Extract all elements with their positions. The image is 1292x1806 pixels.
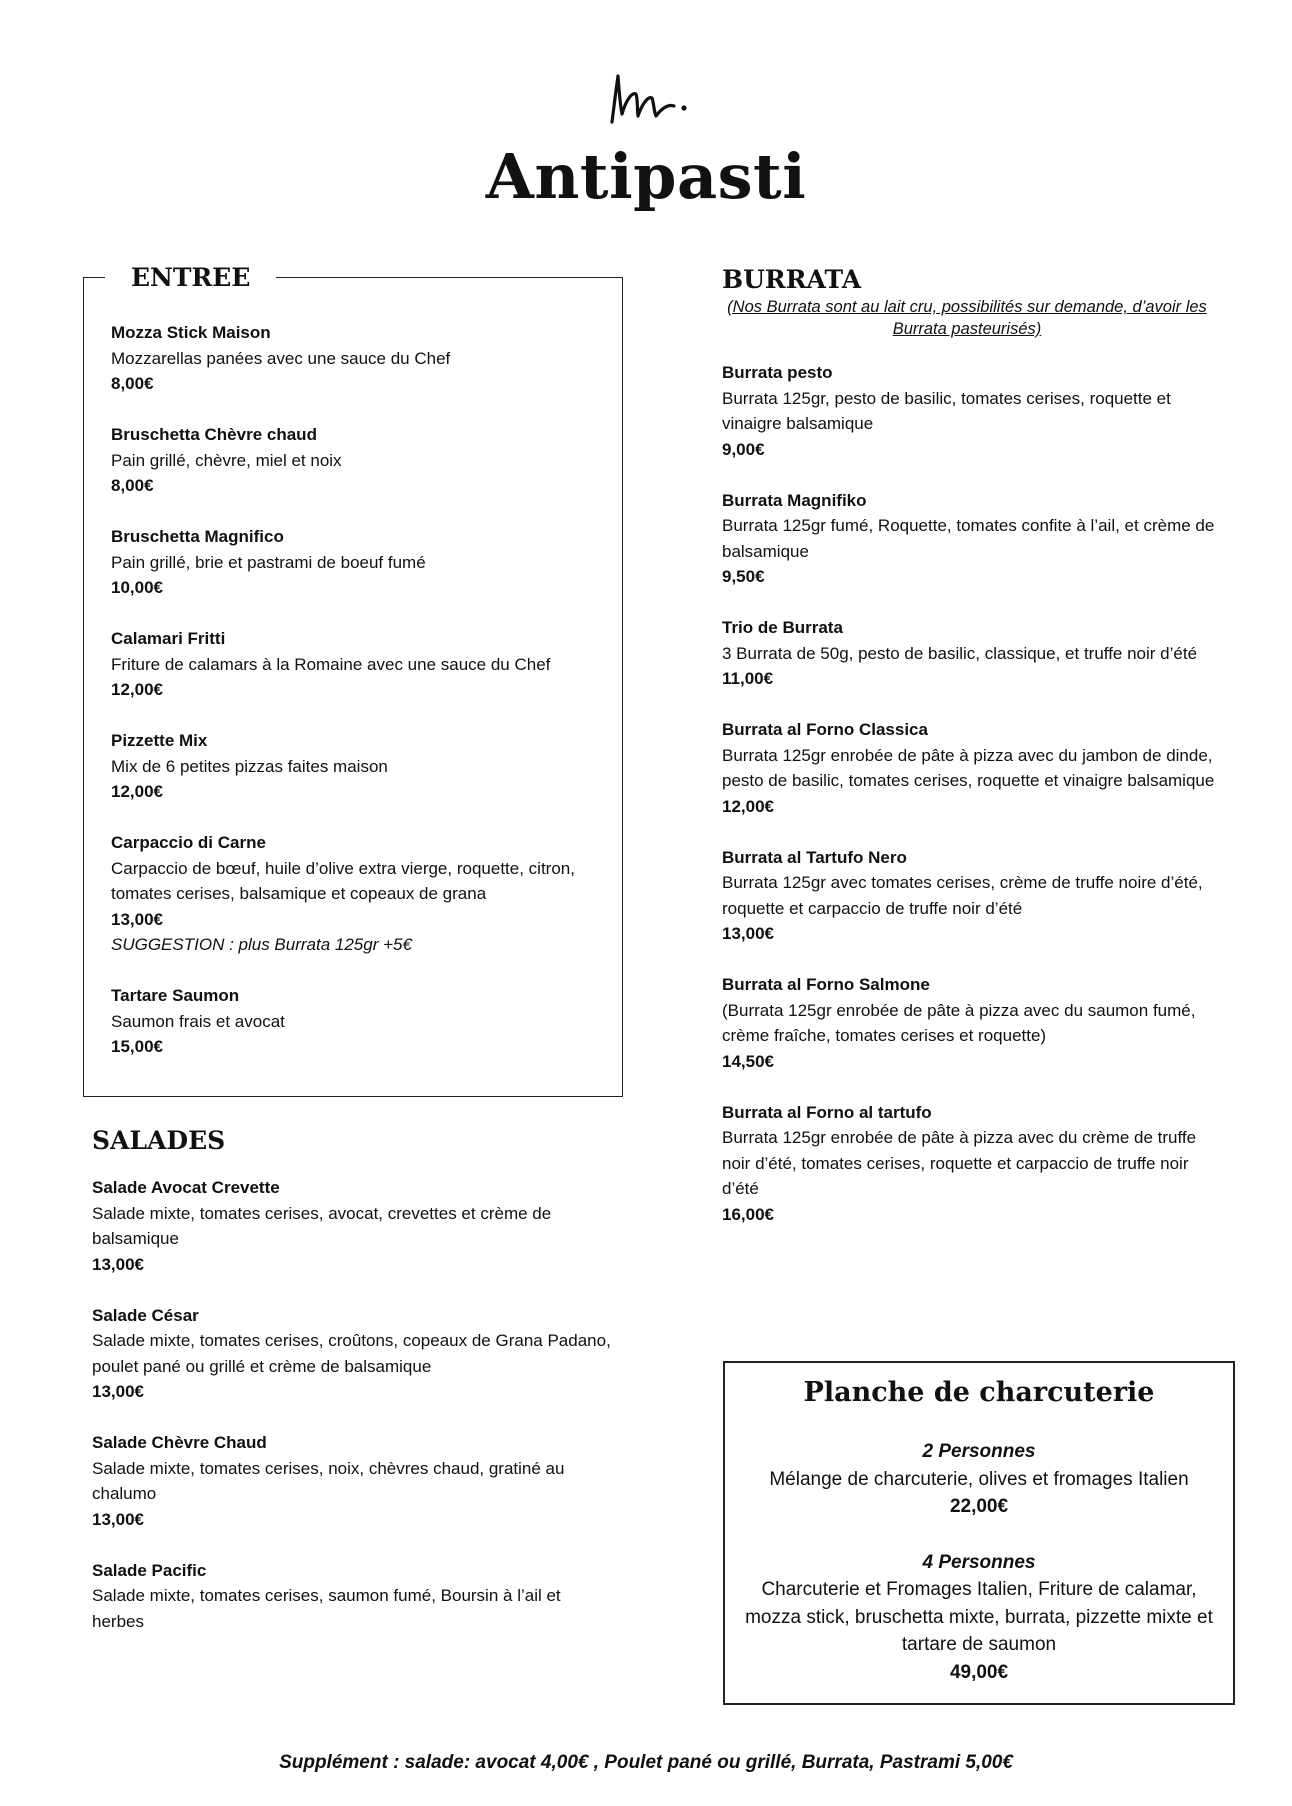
item-desc: Mix de 6 petites pizzas faites maison bbox=[111, 756, 388, 776]
planche-option bbox=[725, 1438, 1233, 1521]
menu-item bbox=[111, 728, 611, 805]
item-desc: Saumon frais et avocat bbox=[111, 1011, 285, 1031]
item-name: Pizzette Mix bbox=[111, 731, 208, 750]
item-name: Burrata al Forno Classica bbox=[722, 720, 928, 739]
menu-item bbox=[111, 830, 611, 958]
planche-opt-desc: Mélange de charcuterie, olives et fromages Italien bbox=[769, 1468, 1189, 1490]
item-price: 14,50€ bbox=[722, 1051, 774, 1071]
planche-opt-desc: Charcuterie et Fromages Italien, Friture de calamar, mozza stick, bruschetta mixte, burrata, pizzette mixte et tartare de saumon bbox=[745, 1579, 1213, 1655]
item-price: 13,00€ bbox=[92, 1509, 144, 1529]
menu-item bbox=[722, 972, 1222, 1074]
item-price: 13,00€ bbox=[722, 924, 774, 943]
item-name: Burrata al Forno al tartufo bbox=[722, 1102, 932, 1122]
item-name: Calamari Fritti bbox=[111, 629, 226, 648]
item-desc: Pain grillé, brie et pastrami de boeuf fumé bbox=[111, 552, 426, 572]
item-price: 12,00€ bbox=[722, 796, 774, 816]
menu-item bbox=[111, 422, 611, 499]
page-title: Antipasti bbox=[485, 140, 807, 213]
item-desc: Salade mixte, tomates cerises, croûtons, copeaux de Grana Padano, poulet pané ou grillé et crème de balsamique bbox=[92, 1331, 611, 1376]
item-price: 13,00€ bbox=[111, 909, 163, 929]
supplement-note: Supplément : salade: avocat 4,00€ , Poulet pané ou grillé, Burrata, Pastrami 5,00€ bbox=[279, 1752, 1013, 1773]
item-name: Burrata al Forno Salmone bbox=[722, 975, 930, 994]
item-price: 13,00€ bbox=[92, 1382, 144, 1401]
item-desc: Burrata 125gr enrobée de pâte à pizza avec du jambon de dinde, pesto de basilic, tomates cerises, roquette et vinaigre balsamique bbox=[722, 745, 1215, 790]
item-name: Burrata Magnifiko bbox=[722, 490, 867, 510]
planche-opt-price: 22,00€ bbox=[949, 1496, 1009, 1517]
signature-logo bbox=[604, 70, 694, 130]
entree-section-title: ENTREE bbox=[105, 263, 276, 292]
item-price: 12,00€ bbox=[111, 782, 163, 801]
item-desc: Carpaccio de bœuf, huile d’olive extra vierge, roquette, citron, tomates cerises, balsamique et copeaux de grana bbox=[111, 858, 575, 903]
item-name: Carpaccio di Carne bbox=[111, 833, 266, 852]
item-name: Mozza Stick Maison bbox=[111, 323, 271, 342]
item-desc: Mozzarellas panées avec une sauce du Chef bbox=[111, 348, 451, 368]
item-desc: Pain grillé, chèvre, miel et noix bbox=[111, 450, 342, 470]
planche-opt-label: 2 Personnes bbox=[922, 1441, 1036, 1462]
item-desc: Burrata 125gr avec tomates cerises, crème de truffe noire d’été, roquette et carpaccio de truffe noir d’été bbox=[722, 873, 1203, 918]
planche-options bbox=[725, 1438, 1233, 1686]
item-desc: Salade mixte, tomates cerises, saumon fumé, Boursin à l’ail et herbes bbox=[92, 1586, 561, 1631]
item-name: Salade Chèvre Chaud bbox=[92, 1433, 267, 1452]
item-price: 8,00€ bbox=[111, 476, 154, 495]
item-name: Bruschetta Chèvre chaud bbox=[111, 425, 317, 444]
menu-item bbox=[722, 845, 1222, 947]
burrata-note: (Nos Burrata sont au lait cru, possibilités sur demande, d’avoir les Burrata pasteurisés) bbox=[727, 298, 1207, 338]
menu-item bbox=[722, 615, 1222, 692]
planche-section bbox=[723, 1361, 1235, 1705]
menu-item bbox=[111, 524, 611, 601]
salades-section-title: SALADES bbox=[92, 1126, 226, 1155]
entree-items-list bbox=[111, 320, 611, 1085]
item-price: 10,00€ bbox=[111, 578, 163, 597]
item-desc: Salade mixte, tomates cerises, avocat, crevettes et crème de balsamique bbox=[92, 1203, 552, 1248]
planche-opt-label: 4 Personnes bbox=[922, 1551, 1036, 1573]
item-name: Salade Pacific bbox=[92, 1560, 207, 1580]
item-name: Burrata pesto bbox=[722, 363, 833, 382]
item-desc: Friture de calamars à la Romaine avec une sauce du Chef bbox=[111, 654, 551, 674]
item-desc: Burrata 125gr enrobée de pâte à pizza avec du crème de truffe noir d’été, tomates cerises, roquette et carpaccio de truffe noir d’été bbox=[722, 1128, 1197, 1198]
menu-item bbox=[722, 360, 1222, 462]
menu-item bbox=[722, 1100, 1222, 1228]
item-price: 12,00€ bbox=[111, 680, 163, 699]
item-price: 8,00€ bbox=[111, 374, 154, 393]
menu-item bbox=[92, 1303, 612, 1405]
menu-item bbox=[92, 1558, 612, 1635]
burrata-section-title: BURRATA bbox=[722, 265, 862, 294]
item-desc: Salade mixte, tomates cerises, noix, chèvres chaud, gratiné au chalumo bbox=[92, 1458, 565, 1503]
item-price: 9,00€ bbox=[722, 439, 765, 459]
item-price: 13,00€ bbox=[92, 1254, 144, 1274]
menu-item bbox=[92, 1430, 612, 1532]
menu-item bbox=[92, 1175, 612, 1277]
item-desc: 3 Burrata de 50g, pesto de basilic, classique, et truffe noir d’été bbox=[722, 643, 1198, 663]
item-sugg: SUGGESTION : plus Burrata 125gr +5€ bbox=[111, 935, 412, 954]
burrata-items-list bbox=[722, 360, 1222, 1253]
planche-option bbox=[725, 1549, 1233, 1687]
planche-opt-price: 49,00€ bbox=[949, 1661, 1009, 1683]
item-desc: (Burrata 125gr enrobée de pâte à pizza avec du saumon fumé, crème fraîche, tomates cerises et roquette) bbox=[722, 1000, 1196, 1045]
menu-item bbox=[111, 626, 611, 703]
item-name: Burrata al Tartufo Nero bbox=[722, 847, 907, 867]
menu-item bbox=[722, 717, 1222, 819]
item-price: 11,00€ bbox=[722, 669, 774, 688]
item-price: 15,00€ bbox=[111, 1037, 163, 1056]
menu-item bbox=[722, 488, 1222, 590]
item-price: 9,50€ bbox=[722, 567, 765, 586]
menu-item bbox=[111, 320, 611, 397]
item-name: Bruschetta Magnifico bbox=[111, 527, 284, 546]
salades-items-list bbox=[92, 1175, 612, 1660]
item-name: Salade César bbox=[92, 1305, 199, 1325]
item-name: Salade Avocat Crevette bbox=[92, 1178, 280, 1197]
item-desc: Burrata 125gr fumé, Roquette, tomates confite à l’ail, et crème de balsamique bbox=[722, 516, 1215, 561]
item-desc: Burrata 125gr, pesto de basilic, tomates cerises, roquette et vinaigre balsamique bbox=[722, 388, 1171, 433]
item-name: Tartare Saumon bbox=[111, 986, 240, 1005]
item-price: 16,00€ bbox=[722, 1204, 774, 1224]
menu-item bbox=[111, 983, 611, 1060]
planche-title: Planche de charcuterie bbox=[803, 1377, 1155, 1408]
item-name: Trio de Burrata bbox=[722, 618, 843, 637]
